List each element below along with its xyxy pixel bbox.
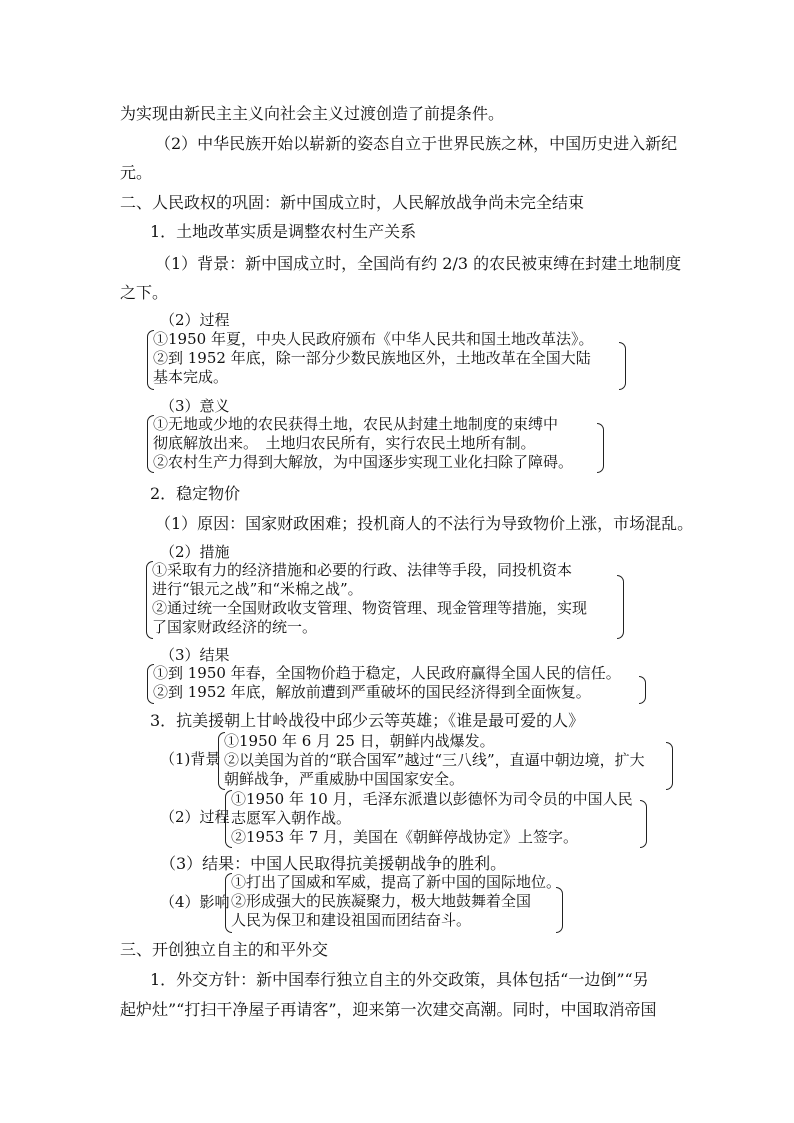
text-line: 进行“银元之战”和“米棉之战”。 (152, 580, 363, 598)
item-heading: （1)背景 (160, 750, 221, 768)
text-line: 彻底解放出来。 土地归农民所有，实行农民土地所有制。 (153, 434, 536, 452)
text-line: ②以美国为首的“联合国军”越过“三八线”，直逼中朝边境，扩大 (224, 751, 645, 769)
text-line: ②到 1952 年底，除一部分少数民族地区外，土地改革在全国大陆 (153, 349, 591, 367)
text-line: （1）原因：国家财政困难；投机商人的不法行为导致物价上涨，市场混乱。 (155, 514, 694, 533)
text-line: ②农村生产力得到大解放，为中国逐步实现工业化扫除了障碍。 (153, 453, 574, 471)
item-heading: （4）影响 (160, 893, 230, 911)
section-heading: 三、开创独立自主的和平外交 (120, 940, 329, 959)
text-line: ①1950 年夏，中央人民政府颁布《中华人民共和国土地改革法》。 (153, 330, 594, 348)
text-line: ②1953 年 7 月，美国在《朝鲜停战协定》上签字。 (231, 828, 579, 846)
text-line: ①采取有力的经济措施和必要的行政、法律等手段，同投机资本 (152, 561, 573, 579)
right-brace (639, 676, 646, 704)
text-line: 起炉灶”“打扫干净屋子再请客”，迎来第一次建交高潮。同时，中国取消帝国 (120, 1000, 657, 1019)
text-line: ①1950 年 6 月 25 日，朝鲜内战爆发。 (224, 732, 495, 750)
text-line: 之下。 (120, 283, 169, 302)
text-line: ①到 1950 年春，全国物价趋于稳定，人民政府赢得全国人民的信任。 (153, 664, 621, 682)
text-line: ①无地或少地的农民获得土地，农民从封建土地制度的束缚中 (153, 415, 559, 433)
right-brace (640, 800, 647, 848)
text-line: 1．外交方针：新中国奉行独立自主的外交政策，具体包括“一边倒”“另 (150, 970, 649, 989)
subsection-heading: 2．稳定物价 (150, 484, 241, 503)
text-line: （3）结果：中国人民取得抗美援朝战争的胜利。 (160, 854, 507, 873)
text-line: 为实现由新民主主义向社会主义过渡创造了前提条件。 (120, 104, 505, 123)
right-brace (597, 423, 604, 473)
text-line: ②到 1952 年底，解放前遭到严重破坏的国民经济得到全面恢复。 (153, 683, 591, 701)
item-heading: （2）措施 (160, 543, 230, 561)
right-brace (666, 742, 673, 790)
text-line: ②形成强大的民族凝聚力，极大地鼓舞着全国 (231, 892, 532, 910)
text-line: ①打出了国威和军威，提高了新中国的国际地位。 (231, 873, 562, 891)
item-heading: （2）过程 (160, 808, 230, 826)
subsection-heading: 1．土地改革实质是调整农村生产关系 (150, 222, 417, 241)
text-line: （1）背景：新中国成立时，全国尚有约 2/3 的农民被束缚在封建土地制度 (155, 254, 682, 273)
text-line: 人民为保卫和建设祖国而团结奋斗。 (231, 911, 472, 929)
text-line: 基本完成。 (153, 368, 229, 386)
text-line: 志愿军入朝作战。 (231, 809, 352, 827)
item-heading: （3）意义 (160, 397, 230, 415)
text-line: 元。 (120, 163, 153, 182)
text-line: ①1950 年 10 月，毛泽东派遣以彭德怀为司令员的中国人民 (231, 790, 633, 808)
item-heading: （2）过程 (160, 311, 230, 329)
section-heading: 二、人民政权的巩固：新中国成立时，人民解放战争尚未完全结束 (120, 193, 585, 212)
text-line: ②通过统一全国财政收支管理、物资管理、现金管理等措施，实现 (152, 599, 588, 617)
item-heading: （3）结果 (160, 646, 230, 664)
subsection-heading: 3．抗美援朝上甘岭战役中邱少云等英雄；《谁是最可爱的人》 (150, 711, 585, 730)
right-brace (617, 575, 624, 639)
text-line: （2）中华民族开始以崭新的姿态自立于世界民族之林，中国历史进入新纪 (155, 134, 678, 153)
right-brace (619, 342, 626, 390)
text-line: 了国家财政经济的统一。 (152, 618, 318, 636)
text-line: 朝鲜战争，严重威胁中国国家安全。 (224, 770, 465, 788)
right-brace (556, 887, 563, 933)
